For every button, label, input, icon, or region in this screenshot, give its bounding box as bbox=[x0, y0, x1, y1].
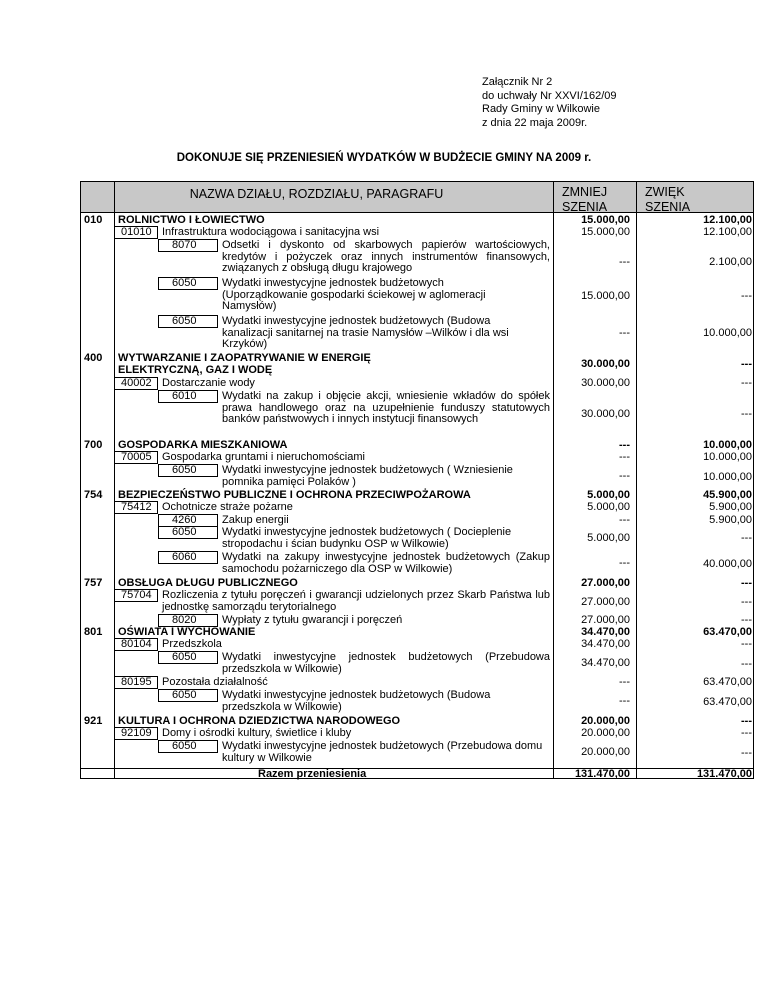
increase-value: 5.900,00 bbox=[709, 501, 752, 513]
increase-value: --- bbox=[741, 715, 752, 727]
increase-value: 63.470,00 bbox=[703, 676, 752, 688]
decrease-value: 30.000,00 bbox=[581, 408, 630, 420]
paragraph-code: 8070 bbox=[172, 239, 197, 251]
chapter-code: 01010 bbox=[121, 226, 152, 238]
paragraph-code: 6050 bbox=[172, 464, 197, 476]
attachment-header bbox=[482, 76, 617, 130]
paragraph-code: 6050 bbox=[172, 315, 197, 327]
chapter-title: Dostarczanie wody bbox=[162, 377, 255, 389]
paragraph-text: Wydatki inwestycyjne jednostek budżetowych (Budowa przedszkola w Wilkowie) bbox=[222, 689, 491, 713]
paragraph-text: Wydatki na zakup i objęcie akcji, wniesienie wkładów do spółek prawa handlowego oraz na uzupełnienie funduszy statutowych banków państwowych i innych instytucji finansowych bbox=[222, 390, 550, 425]
decrease-value: --- bbox=[619, 451, 630, 463]
section-code: 921 bbox=[84, 715, 103, 727]
decrease-value: --- bbox=[619, 327, 630, 339]
increase-value: --- bbox=[741, 377, 752, 389]
decrease-value: 30.000,00 bbox=[581, 358, 630, 370]
paragraph-text: Wypłaty z tytułu gwarancji i poręczeń bbox=[222, 614, 403, 626]
paragraph-text: Zakup energii bbox=[222, 514, 289, 526]
increase-value: 10.000,00 bbox=[703, 439, 752, 451]
increase-value: --- bbox=[741, 638, 752, 650]
paragraph-code: 6050 bbox=[172, 277, 197, 289]
column-divider bbox=[114, 181, 115, 779]
increase-value: --- bbox=[741, 614, 752, 626]
decrease-value: 34.470,00 bbox=[581, 626, 630, 638]
decrease-value: 27.000,00 bbox=[581, 577, 630, 589]
paragraph-code: 6050 bbox=[172, 689, 197, 701]
section-title: WYTWARZANIE I ZAOPATRYWANIE W ENERGIĘ ELEKTRYCZNĄ, GAZ I WODĘ bbox=[118, 352, 371, 376]
chapter-title: Gospodarka gruntami i nieruchomościami bbox=[162, 451, 365, 463]
increase-value: --- bbox=[741, 408, 752, 420]
decrease-value: 5.000,00 bbox=[587, 532, 630, 544]
section-title: ROLNICTWO I ŁOWIECTWO bbox=[118, 214, 265, 226]
header-name: NAZWA DZIAŁU, ROZDZIAŁU, PARAGRAFU bbox=[189, 187, 444, 201]
chapter-title: Ochotnicze straże pożarne bbox=[162, 501, 293, 513]
total-label: Razem przeniesienia bbox=[258, 768, 367, 780]
increase-value: --- bbox=[741, 290, 752, 302]
attachment-line: Załącznik Nr 2 bbox=[482, 76, 553, 88]
section-title: KULTURA I OCHRONA DZIEDZICTWA NARODOWEGO bbox=[118, 715, 401, 727]
chapter-title: Przedszkola bbox=[162, 638, 222, 650]
header-increase-line1: ZWIĘK bbox=[645, 185, 685, 199]
increase-value: --- bbox=[741, 727, 752, 739]
chapter-code: 75412 bbox=[121, 501, 152, 513]
decrease-value: --- bbox=[619, 439, 630, 451]
section-title: OŚWIATA I WYCHOWANIE bbox=[118, 626, 256, 638]
attachment-line: z dnia 22 maja 2009r. bbox=[482, 116, 588, 129]
increase-value: 10.000,00 bbox=[703, 471, 752, 483]
chapter-title: Infrastruktura wodociągowa i sanitacyjna wsi bbox=[162, 226, 380, 238]
paragraph-text: Wydatki na zakupy inwestycyjne jednostek budżetowych (Zakup samochodu pożarniczego dla OSP w Wilkowie) bbox=[222, 551, 550, 575]
paragraph-text: Wydatki inwestycyjne jednostek budżetowych ( Wzniesienie pomnika pamięci Polaków ) bbox=[222, 464, 513, 488]
paragraph-text: Wydatki inwestycyjne jednostek budżetowych (Uporządkowanie gospodarki ściekowej w aglomeracji Namysłów) bbox=[222, 277, 486, 312]
document-title: DOKONUJE SIĘ PRZENIESIEŃ WYDATKÓW W BUDŻECIE GMINY NA 2009 r. bbox=[176, 152, 592, 164]
paragraph-text: Wydatki inwestycyjne jednostek budżetowych ( Docieplenie stropodachu i ścian budynku OSP w Wilkowie) bbox=[222, 526, 512, 550]
attachment-line: Rady Gminy w Wilkowie bbox=[482, 103, 600, 115]
decrease-value: 15.000,00 bbox=[581, 290, 630, 302]
decrease-value: 27.000,00 bbox=[581, 614, 630, 626]
decrease-value: --- bbox=[619, 470, 630, 482]
decrease-value: 20.000,00 bbox=[581, 715, 630, 727]
decrease-value: --- bbox=[619, 514, 630, 526]
section-code: 757 bbox=[84, 577, 103, 589]
increase-value: 5.900,00 bbox=[709, 514, 752, 526]
decrease-value: 34.470,00 bbox=[581, 657, 630, 669]
increase-value: 10.000,00 bbox=[703, 327, 752, 339]
paragraph-code: 6050 bbox=[172, 651, 197, 663]
decrease-value: --- bbox=[619, 557, 630, 569]
section-title: GOSPODARKA MIESZKANIOWA bbox=[118, 439, 288, 451]
increase-value: 63.470,00 bbox=[703, 626, 752, 638]
section-title: OBSŁUGA DŁUGU PUBLICZNEGO bbox=[118, 577, 298, 589]
decrease-value: 5.000,00 bbox=[587, 489, 630, 501]
increase-value: 12.100,00 bbox=[703, 214, 752, 226]
increase-value: --- bbox=[741, 747, 752, 759]
increase-value: --- bbox=[741, 596, 752, 608]
decrease-value: 15.000,00 bbox=[581, 214, 630, 226]
chapter-code: 80195 bbox=[121, 676, 152, 688]
section-code: 700 bbox=[84, 439, 103, 451]
paragraph-code: 6060 bbox=[172, 551, 197, 563]
increase-value: 12.100,00 bbox=[703, 226, 752, 238]
decrease-value: 15.000,00 bbox=[581, 226, 630, 238]
decrease-value: 34.470,00 bbox=[581, 638, 630, 650]
chapter-title: Pozostała działalność bbox=[162, 676, 268, 688]
decrease-value: 5.000,00 bbox=[587, 501, 630, 513]
paragraph-code: 4260 bbox=[172, 514, 197, 526]
decrease-value: --- bbox=[619, 676, 630, 688]
header-decrease-line2: SZENIA bbox=[562, 200, 608, 214]
header-increase-line2: SZENIA bbox=[645, 200, 691, 214]
paragraph-text: Wydatki inwestycyjne jednostek budżetowych (Przebudowa domu kultury w Wilkowie bbox=[222, 740, 543, 764]
section-code: 400 bbox=[84, 352, 103, 364]
decrease-value: 27.000,00 bbox=[581, 596, 630, 608]
increase-value: 45.900,00 bbox=[703, 489, 752, 501]
decrease-value: --- bbox=[619, 695, 630, 707]
paragraph-code: 6010 bbox=[172, 390, 197, 402]
paragraph-text: Wydatki inwestycyjne jednostek budżetowych (Budowa kanalizacji sanitarnej na trasie Namysłów –Wilków i dla wsi Krzyków) bbox=[222, 315, 509, 350]
chapter-code: 92109 bbox=[121, 727, 152, 739]
increase-value: --- bbox=[741, 658, 752, 670]
header-decrease-line1: ZMNIEJ bbox=[562, 185, 608, 199]
chapter-code: 75704 bbox=[121, 589, 152, 601]
increase-value: --- bbox=[741, 358, 752, 370]
increase-value: 10.000,00 bbox=[703, 451, 752, 463]
increase-value: 63.470,00 bbox=[703, 696, 752, 708]
increase-value: --- bbox=[741, 577, 752, 589]
section-code: 801 bbox=[84, 626, 103, 638]
paragraph-code: 6050 bbox=[172, 526, 197, 538]
attachment-line: do uchwały Nr XXVI/162/09 bbox=[482, 89, 617, 102]
decrease-value: 20.000,00 bbox=[581, 727, 630, 739]
total-decrease: 131.470,00 bbox=[574, 768, 630, 780]
paragraph-text: Wydatki inwestycyjne jednostek budżetowych (Przebudowa przedszkola w Wilkowie) bbox=[222, 651, 550, 675]
chapter-title: Rozliczenia z tytułu poręczeń i gwarancji udzielonych przez Skarb Państwa lub jednostkę samorządu terytorialnego bbox=[162, 589, 550, 613]
section-code: 010 bbox=[84, 214, 103, 226]
paragraph-code: 6050 bbox=[172, 740, 197, 752]
chapter-code: 70005 bbox=[121, 451, 152, 463]
section-title: BEZPIECZEŃSTWO PUBLICZNE I OCHRONA PRZECIWPOŻAROWA bbox=[118, 489, 471, 501]
chapter-title: Domy i ośrodki kultury, świetlice i kluby bbox=[162, 727, 352, 739]
decrease-value: --- bbox=[619, 256, 630, 268]
increase-value: --- bbox=[741, 532, 752, 544]
budget-table bbox=[80, 181, 754, 779]
decrease-value: 20.000,00 bbox=[581, 746, 630, 758]
increase-value: 40.000,00 bbox=[703, 558, 752, 570]
section-code: 754 bbox=[84, 489, 103, 501]
total-increase: 131.470,00 bbox=[696, 768, 752, 780]
chapter-code: 80104 bbox=[121, 638, 152, 650]
paragraph-code: 8020 bbox=[172, 614, 197, 626]
chapter-code: 40002 bbox=[121, 377, 152, 389]
paragraph-text: Odsetki i dyskonto od skarbowych papierów wartościowych, kredytów i pożyczek oraz innych instrumentów finansowych, związanych z obsługą długu krajowego bbox=[222, 239, 550, 274]
increase-value: 2.100,00 bbox=[709, 256, 752, 268]
decrease-value: 30.000,00 bbox=[581, 377, 630, 389]
